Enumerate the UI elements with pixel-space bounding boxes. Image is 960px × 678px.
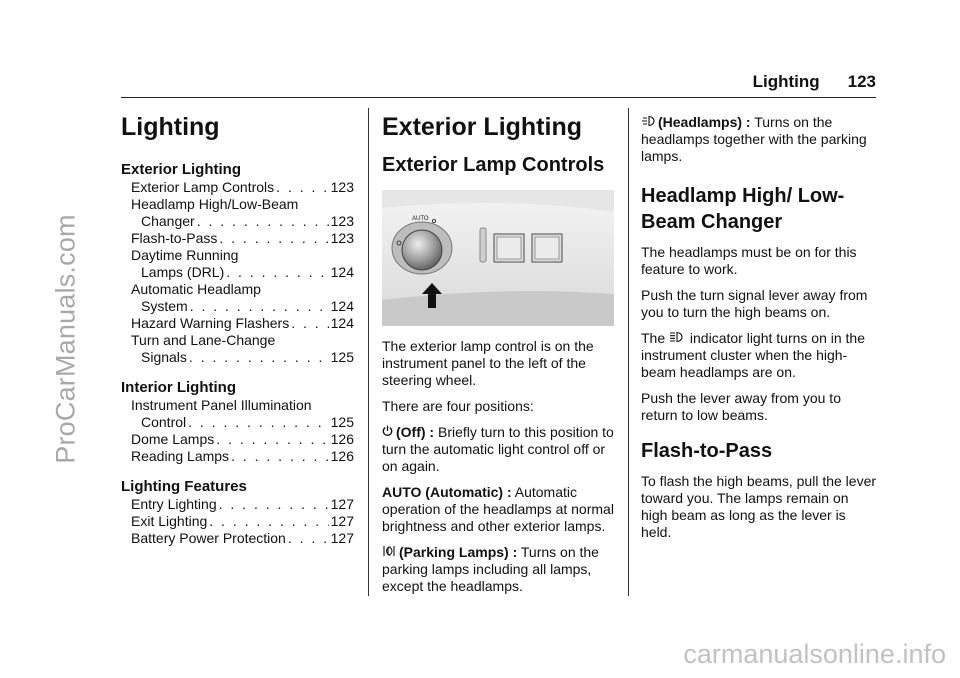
toc-entry-text: Headlamp High/Low-Beam <box>131 196 299 212</box>
toc-entry[interactable] <box>131 397 354 414</box>
lamp-control-figure <box>382 190 614 326</box>
toc-page-number: 125 <box>330 414 354 430</box>
toc-entry-text: Exterior Lamp Controls <box>131 179 275 195</box>
auto-text: Automatic operation of the headlamps at normal brightness and other exterior lamps. <box>382 484 614 534</box>
flash-to-pass-heading: Flash-to-Pass <box>641 440 773 462</box>
toc-leader-dots <box>288 530 329 547</box>
toc-page-number: 126 <box>330 431 354 447</box>
toc-leader-dots <box>190 298 329 315</box>
subsection-title: Exterior Lamp Controls <box>382 154 605 176</box>
toc-page-number: 124 <box>330 298 354 314</box>
positions-paragraph: There are four positions: <box>382 398 534 414</box>
toc-entry-list <box>131 179 354 366</box>
toc-leader-dots <box>291 315 328 332</box>
toc-entry[interactable] <box>131 179 354 196</box>
section-title: Exterior Lighting <box>382 113 582 141</box>
beam-paragraph-3-start: The <box>641 330 666 346</box>
toc-leader-dots <box>189 349 329 366</box>
column-divider-1 <box>368 108 369 596</box>
toc-section-heading: Exterior Lighting <box>121 161 241 178</box>
toc-entry-text: Exit Lighting <box>131 513 208 529</box>
toc-leader-dots <box>219 496 329 513</box>
toc-entry[interactable] <box>131 431 354 448</box>
header-rule <box>121 97 876 98</box>
toc-entry-text: Automatic Headlamp <box>131 281 261 297</box>
toc-page-number: 123 <box>330 213 354 229</box>
toc-entry[interactable] <box>131 496 354 513</box>
exterior-lighting-column <box>382 108 616 595</box>
toc-leader-dots <box>219 230 328 247</box>
toc-entry-text: Instrument Panel Illumination <box>131 397 312 413</box>
toc-leader-dots <box>188 414 329 431</box>
chapter-title: Lighting <box>121 113 220 141</box>
toc-section-heading: Interior Lighting <box>121 379 236 396</box>
toc-entry-continued[interactable] <box>131 298 354 315</box>
header-title: Lighting <box>752 72 820 91</box>
beam-changer-heading: Headlamp High/ Low-Beam Changer <box>641 185 845 233</box>
bottom-watermark: carmanualsonline.info <box>683 639 946 669</box>
table-of-contents <box>121 160 354 547</box>
toc-entry[interactable] <box>131 530 354 547</box>
toc-entry-text: Hazard Warning Flashers <box>131 315 290 331</box>
parking-paragraph <box>382 544 616 595</box>
toc-entry-text: Entry Lighting <box>131 496 217 512</box>
headlamps-label: (Headlamps) : <box>658 114 751 130</box>
toc-entry-text: Flash-to-Pass <box>131 230 218 246</box>
toc-page-number: 123 <box>330 179 354 195</box>
off-paragraph <box>382 424 616 475</box>
toc-page-number: 127 <box>330 496 354 512</box>
toc-leader-dots <box>276 179 328 196</box>
toc-entry-text: Dome Lamps <box>131 431 215 447</box>
auto-label: AUTO (Automatic) : <box>382 484 512 500</box>
toc-entry-text: Reading Lamps <box>131 448 230 464</box>
headlamps-text: Turns on the headlamps together with the parking lamps. <box>641 114 867 164</box>
toc-entry[interactable] <box>131 281 354 298</box>
toc-entry[interactable] <box>131 196 354 213</box>
toc-entry-continued[interactable] <box>131 349 354 366</box>
page-header <box>753 72 876 92</box>
toc-page-number: 127 <box>330 530 354 546</box>
toc-leader-dots <box>226 264 328 281</box>
toc-section-heading: Lighting Features <box>121 478 247 495</box>
auto-paragraph <box>382 484 616 535</box>
toc-page-number: 124 <box>330 315 354 331</box>
toc-entry[interactable] <box>131 247 354 264</box>
intro-paragraph: The exterior lamp control is on the instrument panel to the left of the steering wheel. <box>382 338 594 388</box>
toc-page-number: 125 <box>330 349 354 365</box>
headlamp-column <box>641 108 878 541</box>
beam-paragraph-2: Push the turn signal lever away from you to turn the high beams on. <box>641 287 868 320</box>
off-label: (Off) : <box>396 424 435 440</box>
toc-entry[interactable] <box>131 448 354 465</box>
toc-entry-text: Battery Power Protection <box>131 530 286 546</box>
toc-entry-text: Control <box>141 414 187 430</box>
toc-column <box>121 108 354 547</box>
lamp-control-illustration <box>382 190 614 326</box>
high-beam-icon <box>669 330 683 347</box>
toc-leader-dots <box>209 513 328 530</box>
toc-leader-dots <box>231 448 329 465</box>
beam-paragraph-3-end: indicator light turns on in the instrument cluster when the high-beam headlamps are on. <box>641 330 866 380</box>
parking-label: (Parking Lamps) : <box>399 544 518 560</box>
toc-page-number: 124 <box>330 264 354 280</box>
flash-paragraph: To flash the high beams, pull the lever toward you. The lamps remain on high beam as long as the lever is held. <box>641 473 877 540</box>
page-number: 123 <box>847 72 876 91</box>
toc-entry[interactable] <box>131 332 354 349</box>
beam-paragraph-1: The headlamps must be on for this feature to work. <box>641 244 857 277</box>
toc-entry-continued[interactable] <box>131 414 354 431</box>
toc-entry-continued[interactable] <box>131 213 354 230</box>
toc-entry-list <box>131 397 354 465</box>
side-watermark: ProCarManuals.com <box>50 214 81 464</box>
beam-paragraph-4: Push the lever away from you to return to low beams. <box>641 390 841 423</box>
toc-entry[interactable] <box>131 315 354 332</box>
headlamps-paragraph <box>641 114 878 165</box>
toc-page-number: 126 <box>330 448 354 464</box>
toc-page-number: 127 <box>330 513 354 529</box>
power-off-icon <box>382 424 393 441</box>
toc-entry[interactable] <box>131 230 354 247</box>
toc-entry-text: Daytime Running <box>131 247 239 263</box>
toc-entry-text: Lamps (DRL) <box>141 264 225 280</box>
toc-entry-list <box>131 496 354 547</box>
headlamp-icon <box>641 114 655 131</box>
toc-entry-text: Turn and Lane-Change <box>131 332 276 348</box>
figure-auto-label: AUTO <box>412 216 429 222</box>
toc-entry-text: System <box>141 298 188 314</box>
toc-leader-dots <box>216 431 328 448</box>
toc-entry[interactable] <box>131 513 354 530</box>
toc-leader-dots <box>197 213 329 230</box>
toc-entry-continued[interactable] <box>131 264 354 281</box>
toc-entry-text: Changer <box>141 213 195 229</box>
toc-entry-text: Signals <box>141 349 187 365</box>
parking-lamp-icon <box>382 544 396 561</box>
column-divider-2 <box>628 108 629 596</box>
off-text: Briefly turn to this position to turn the automatic light control off or on again. <box>382 424 614 474</box>
parking-text: Turns on the parking lamps including all lamps, except the headlamps. <box>382 544 599 594</box>
beam-paragraph-3 <box>641 330 878 381</box>
toc-page-number: 123 <box>330 230 354 246</box>
